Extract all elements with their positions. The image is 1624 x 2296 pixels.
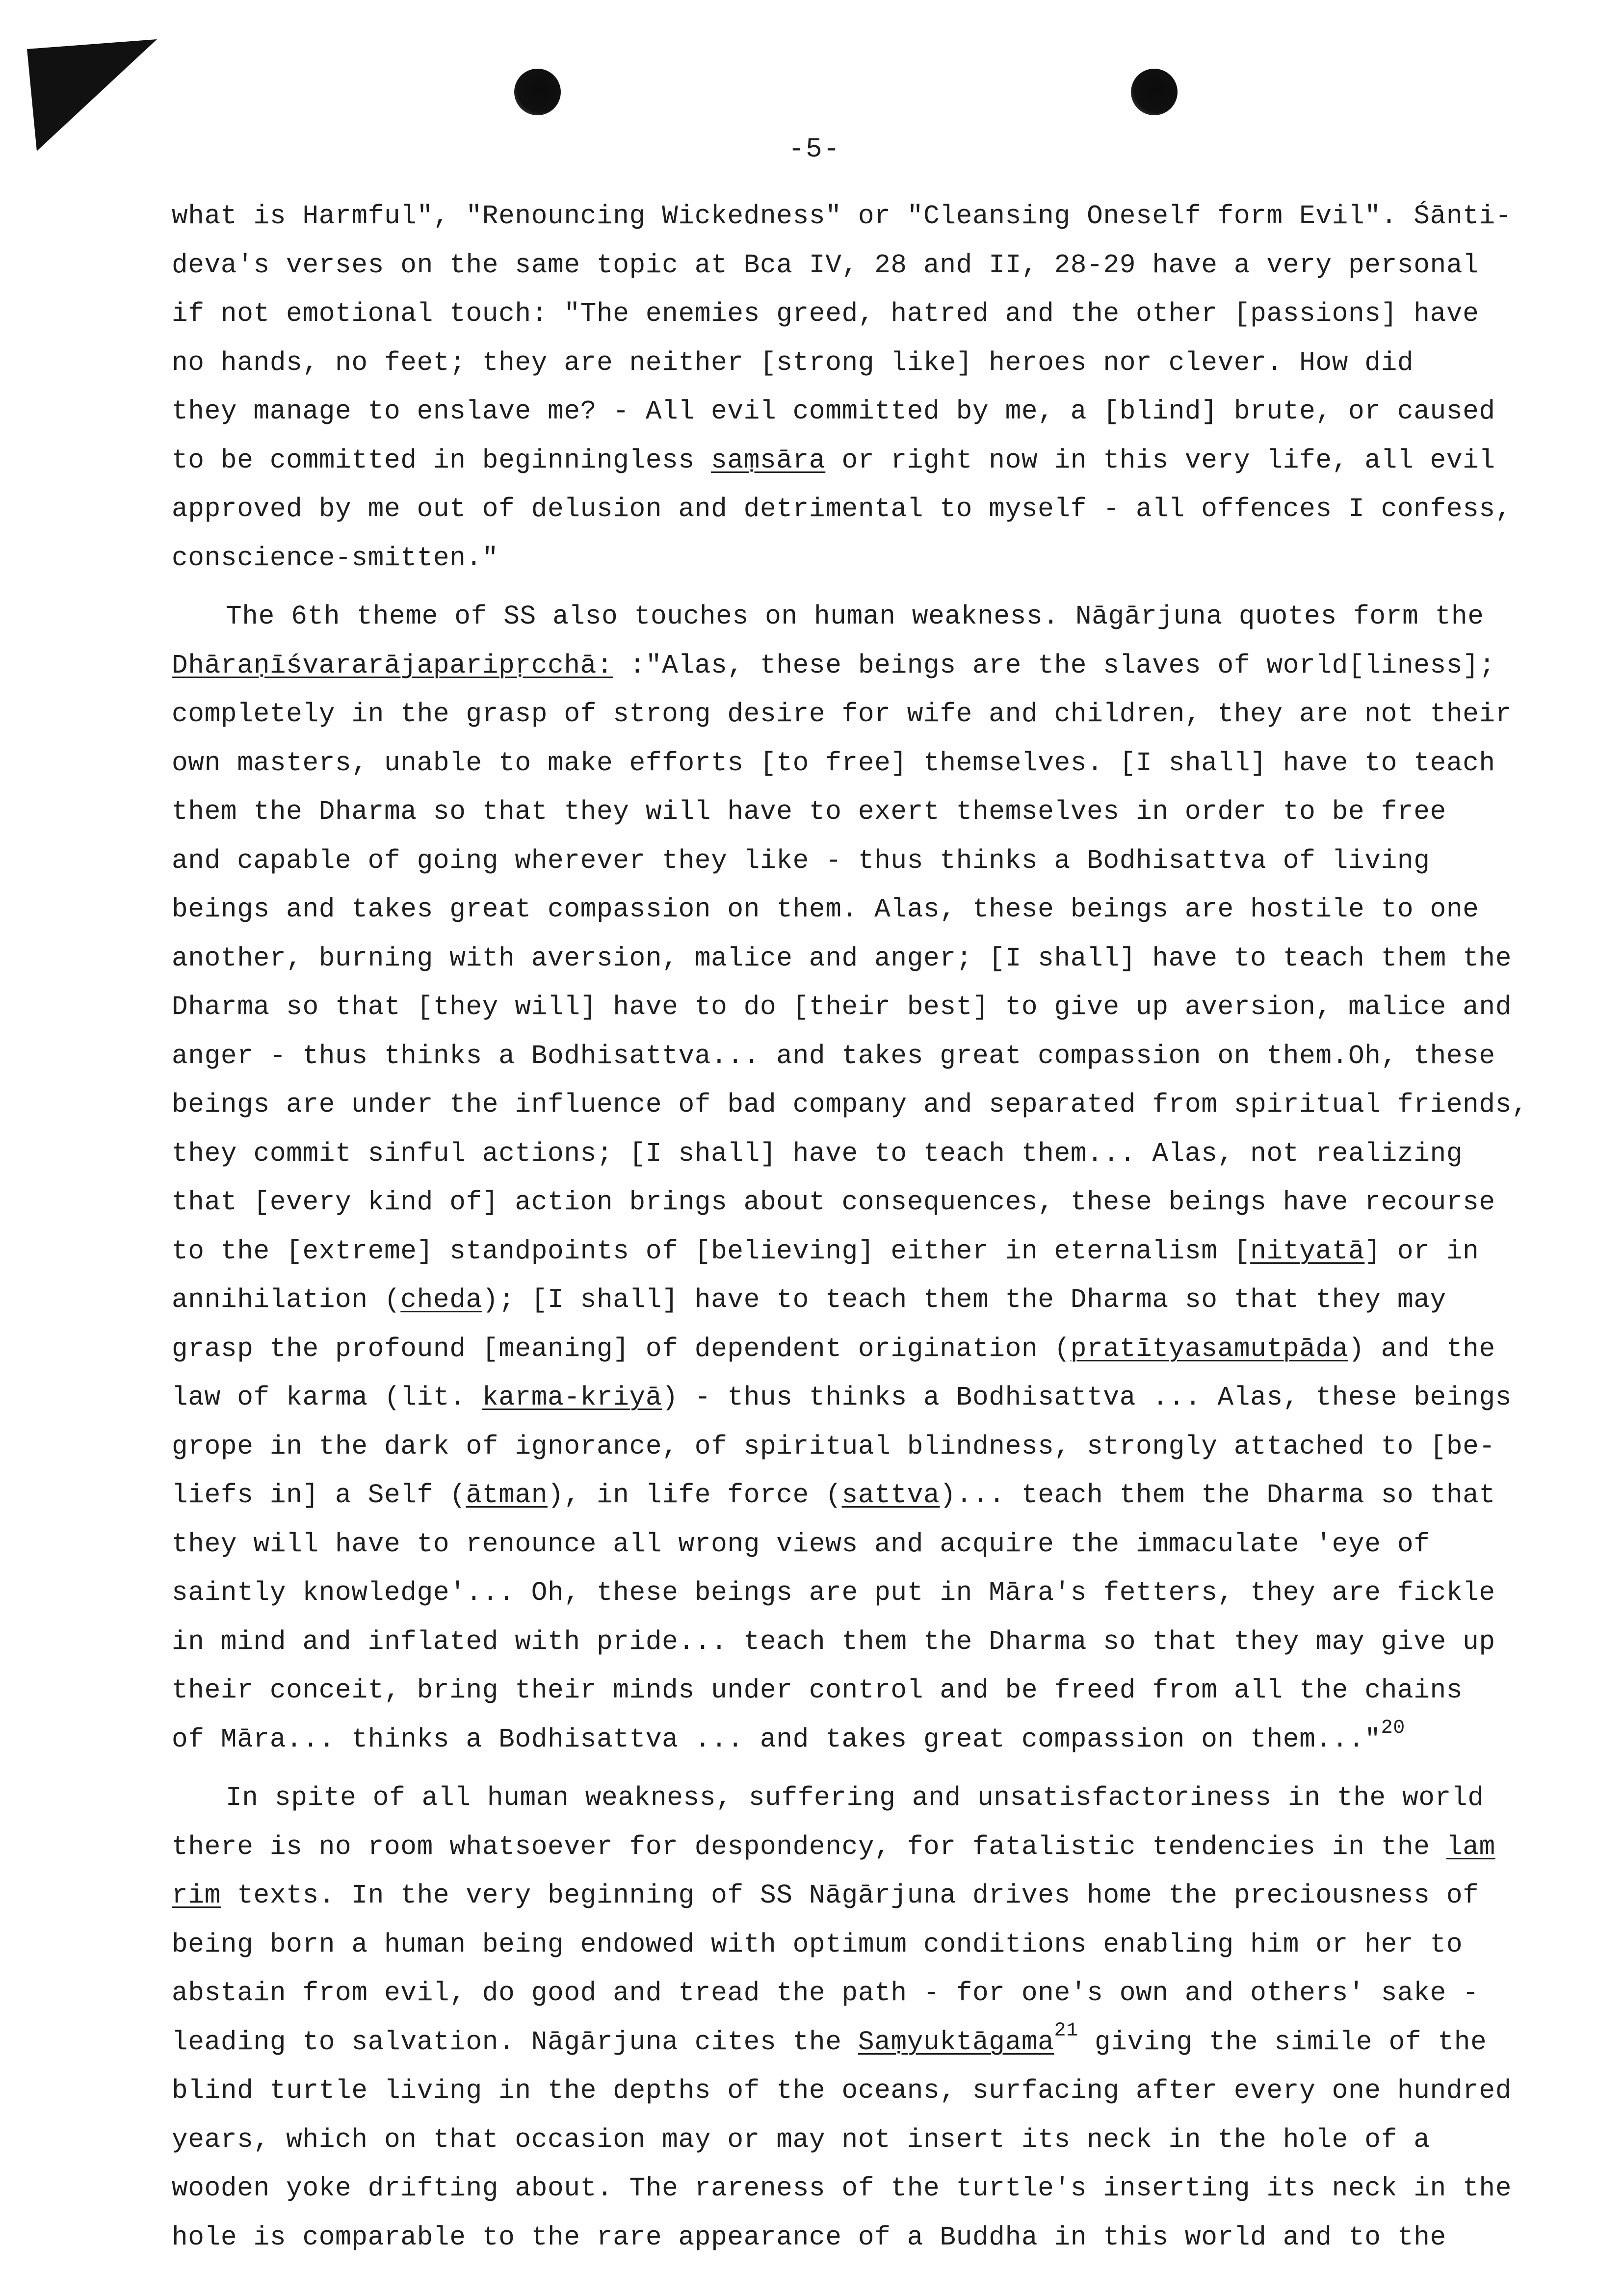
text-segment: years, which on that occasion may or may not insert its neck in the hole of a [172,2125,1430,2155]
text-segment: what is Harmful", "Renouncing Wickedness" or "Cleansing Oneself form Evil". Śānti- [172,202,1512,232]
text-segment: they commit sinful actions; [I shall] have to teach them... Alas, not realizing [172,1139,1463,1169]
text-line [172,388,1575,437]
text-line [172,642,1575,691]
text-line [172,1774,1575,1823]
text-segment: in mind and inflated with pride... teach them the Dharma so that they may give up [172,1627,1495,1657]
body-text [172,192,1575,2262]
text-segment: hole is comparable to the rare appearance of a Buddha in this world and to the [172,2222,1446,2253]
text-segment: law of karma (lit. [172,1383,482,1413]
text-segment: leading to salvation. Nāgārjuna cites the [172,2027,858,2058]
text-segment: blind turtle living in the depths of the oceans, surfacing after every one hundred [172,2076,1512,2106]
term-lam: lam [1446,1832,1495,1862]
text-segment: giving the simile of the [1078,2027,1487,2058]
text-segment: liefs in] a Self ( [172,1481,466,1511]
text-segment: they manage to enslave me? - All evil committed by me, a [blind] brute, or caused [172,397,1495,427]
text-line [172,1423,1575,1472]
text-segment: their conceit, bring their minds under control and be freed from all the chains [172,1676,1463,1706]
text-segment: ) - thus thinks a Bodhisattva ... Alas, these beings [662,1383,1512,1413]
text-line [172,339,1575,388]
text-line [172,1823,1575,1872]
text-segment: beings and takes great compassion on them. Alas, these beings are hostile to one [172,895,1479,925]
text-segment: of Māra... thinks a Bodhisattva ... and takes great compassion on them..." [172,1724,1381,1755]
term-pratityasamutpada: pratītyasamutpāda [1070,1334,1348,1364]
footnote-ref-20: 20 [1381,1717,1405,1740]
text-line [172,1618,1575,1667]
text-segment: beings are under the influence of bad company and separated from spiritual friends, [172,1090,1528,1120]
text-segment: and capable of going wherever they like - thus thinks a Bodhisattva of living [172,846,1430,876]
text-segment: abstain from evil, do good and tread the path - for one's own and others' sake - [172,1979,1479,2009]
term-nityata: nityatā [1250,1236,1365,1267]
text-segment: that [every kind of] action brings about consequences, these beings have recourse [172,1188,1495,1218]
text-line [172,485,1575,534]
term-sattva: sattva [841,1481,940,1511]
text-line [172,1276,1575,1325]
text-segment: own masters, unable to make efforts [to free] themselves. [I shall] have to teach [172,748,1495,779]
text-line [172,1969,1575,2018]
text-line [172,1872,1575,1921]
text-segment: to the [extreme] standpoints of [believing] either in eternalism [ [172,1236,1251,1267]
text-line [172,886,1575,935]
page-corner-fold [27,39,159,152]
term-samyuktagama: Saṃyuktāgama [858,2027,1054,2058]
text-segment: In spite of all human weakness, suffering and unsatisfactoriness in the world [226,1783,1484,1813]
text-line [172,437,1575,486]
text-line [172,1130,1575,1179]
text-line [172,1520,1575,1569]
term-samsara: saṃsāra [711,445,826,476]
text-segment: wooden yoke drifting about. The rareness of the turtle's inserting its neck in the [172,2174,1512,2204]
text-line [172,1921,1575,1970]
term-dharanisvararajapariprccha: Dhāraṇīśvararājaparipṛcchā: [172,651,613,681]
punch-hole-left [514,69,561,115]
text-line [172,2018,1575,2067]
text-line [172,1227,1575,1277]
text-line [172,983,1575,1032]
text-line [172,1325,1575,1374]
text-line [172,935,1575,984]
text-segment: deva's verses on the same topic at Bca IV, 28 and II, 28-29 have a very personal [172,250,1479,281]
text-segment: )... teach them the Dharma so that [940,1481,1495,1511]
text-segment: or right now in this very life, all evil [825,445,1495,476]
text-line [172,192,1575,241]
text-segment: grope in the dark of ignorance, of spiritual blindness, strongly attached to [be- [172,1432,1495,1462]
text-line [172,1081,1575,1130]
punch-hole-right [1131,69,1178,115]
footnote-ref-21: 21 [1054,2020,1078,2042]
text-segment: :"Alas, these beings are the slaves of world[liness]; [613,651,1495,681]
text-segment: no hands, no feet; they are neither [strong like] heroes nor clever. How did [172,348,1414,378]
text-line [172,690,1575,739]
text-segment: being born a human being endowed with optimum conditions enabling him or her to [172,1930,1463,1960]
text-line [172,1471,1575,1520]
text-segment: ) and the [1348,1334,1495,1364]
text-segment: to be committed in beginningless [172,445,711,476]
text-segment: if not emotional touch: "The enemies greed, hatred and the other [passions] have [172,299,1479,329]
text-segment: annihilation ( [172,1285,401,1315]
term-cheda: cheda [400,1285,482,1315]
text-line [172,837,1575,886]
text-line [172,788,1575,837]
text-line [172,290,1575,339]
text-segment: grasp the profound [meaning] of dependent origination ( [172,1334,1071,1364]
text-line [172,241,1575,290]
text-line [172,1569,1575,1618]
text-line [172,593,1575,642]
text-segment: completely in the grasp of strong desire for wife and children, they are not their [172,700,1512,730]
text-line [172,2067,1575,2116]
text-segment: The 6th theme of SS also touches on human weakness. Nāgārjuna quotes form the [226,602,1484,632]
term-karma-kriya: karma-kriyā [482,1383,662,1413]
text-segment: ] or in [1364,1236,1479,1267]
text-segment: them the Dharma so that they will have to exert themselves in order to be free [172,797,1446,827]
text-line [172,2165,1575,2214]
text-segment: there is no room whatsoever for despondency, for fatalistic tendencies in the [172,1832,1446,1862]
text-segment: ); [I shall] have to teach them the Dharma so that they may [482,1285,1446,1315]
page-number: -5- [788,133,841,165]
text-segment: saintly knowledge'... Oh, these beings are put in Māra's fetters, they are fickle [172,1578,1495,1608]
term-rim: rim [172,1881,221,1911]
text-segment: conscience-smitten." [172,543,499,574]
text-line [172,1032,1575,1081]
text-segment: another, burning with aversion, malice and anger; [I shall] have to teach them the [172,943,1512,974]
text-line [172,1374,1575,1423]
text-segment: ), in life force ( [548,1481,842,1511]
text-line [172,2116,1575,2165]
text-line [172,739,1575,788]
text-line [172,1667,1575,1716]
text-segment: texts. In the very beginning of SS Nāgārjuna drives home the preciousness of [220,1881,1479,1911]
text-segment: anger - thus thinks a Bodhisattva... and takes great compassion on them.Oh, these [172,1041,1495,1071]
term-atman: ātman [466,1481,548,1511]
text-segment: they will have to renounce all wrong views and acquire the immaculate 'eye of [172,1529,1430,1560]
text-line [172,1178,1575,1227]
text-segment: approved by me out of delusion and detrimental to myself - all offences I confess, [172,495,1512,524]
text-line [172,1716,1575,1765]
text-line [172,534,1575,583]
text-line [172,2214,1575,2263]
text-segment: Dharma so that [they will] have to do [their best] to give up aversion, malice and [172,992,1512,1022]
